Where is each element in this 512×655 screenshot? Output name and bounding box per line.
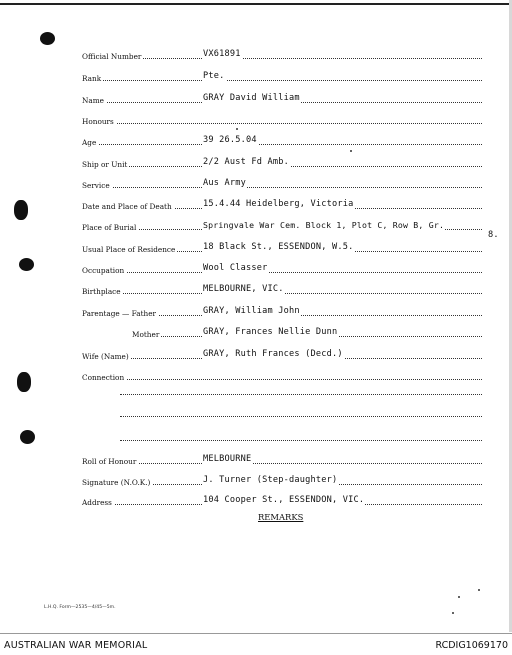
field-value: MELBOURNE, VIC. [203,284,284,294]
field-wife-name [82,347,482,361]
field-occupation [82,261,482,275]
connection-line [120,394,482,395]
scan-speck [350,150,352,152]
field-label: Age [82,138,97,147]
field-label: Name [82,96,104,105]
field-signature-nok [82,473,482,487]
field-parentage-father [82,304,482,318]
field-ship-or-unit [82,155,482,169]
field-label: Roll of Honour [82,457,137,466]
field-value: 104 Cooper St., ESSENDON, VIC. [203,495,365,505]
field-label: Date and Place of Death [82,202,172,211]
field-service [82,176,482,190]
remarks-heading: REMARKS [258,512,304,522]
field-label: Official Number [82,52,142,61]
field-honours [82,112,482,126]
field-place-of-burial [82,218,482,232]
form-code: L.H.Q. Form—2535—4/45—5m. [44,605,116,610]
field-value: GRAY, William John [203,306,300,316]
punch-hole-5 [20,430,35,444]
punch-hole-4 [17,372,31,392]
connection-line [120,416,482,417]
field-roll-of-honour [82,452,482,466]
field-date-place-of-death [82,197,482,211]
punch-hole-3 [19,258,34,271]
field-value: J. Turner (Step-daughter) [203,475,338,485]
field-value: 15.4.44 Heidelberg, Victoria [203,199,354,209]
footer-institution: AUSTRALIAN WAR MEMORIAL [4,640,148,651]
field-label: Ship or Unit [82,160,128,169]
field-value: VX61891 [203,49,241,59]
field-rank [82,69,482,83]
scan-speck [458,596,460,598]
scan-speck [236,128,238,130]
punch-hole-2 [14,200,28,220]
field-value: Wool Classer [203,263,268,273]
field-label: Usual Place of Residence [82,245,176,254]
field-label: Wife (Name) [82,352,129,361]
field-usual-residence [82,240,482,254]
field-value: 39 26.5.04 [203,135,257,145]
field-parentage-mother [132,325,482,339]
burial-grave-number: 8. [488,230,499,240]
field-connection [82,368,482,382]
field-name [82,91,482,105]
field-label: Connection [82,373,125,382]
field-value: Pte. [203,71,225,81]
field-label: Occupation [82,266,125,275]
field-value: GRAY, Ruth Frances (Decd.) [203,349,343,359]
field-value: 2/2 Aust Fd Amb. [203,157,289,167]
field-label: Address [82,498,112,507]
field-value: 18 Black St., ESSENDON, W.5. [203,242,354,252]
field-address [82,493,482,507]
field-label: Service [82,181,110,190]
scan-top-edge [0,3,512,5]
field-age [82,133,482,147]
field-value: GRAY, Frances Nellie Dunn [203,327,338,337]
field-official-number [82,47,482,61]
field-label: Birthplace [82,287,121,296]
field-label: Rank [82,74,102,83]
scan-speck [452,612,454,614]
field-label: Place of Burial [82,223,137,232]
field-label: Mother [132,330,160,339]
field-label: Parentage — Father [82,309,157,318]
field-label: Honours [82,117,114,126]
field-value: Springvale War Cem. Block 1, Plot C, Row B, Gr. [203,220,445,230]
scan-speck [478,589,480,591]
footer-record-id: RCDIG1069170 [435,640,508,651]
field-value: Aus Army [203,178,246,188]
field-value: MELBOURNE [203,454,252,464]
field-birthplace [82,282,482,296]
punch-hole-1 [40,32,55,45]
archive-footer [0,633,512,655]
field-label: Signature (N.O.K.) [82,478,151,487]
connection-line [120,440,482,441]
field-value: GRAY David William [203,93,300,103]
